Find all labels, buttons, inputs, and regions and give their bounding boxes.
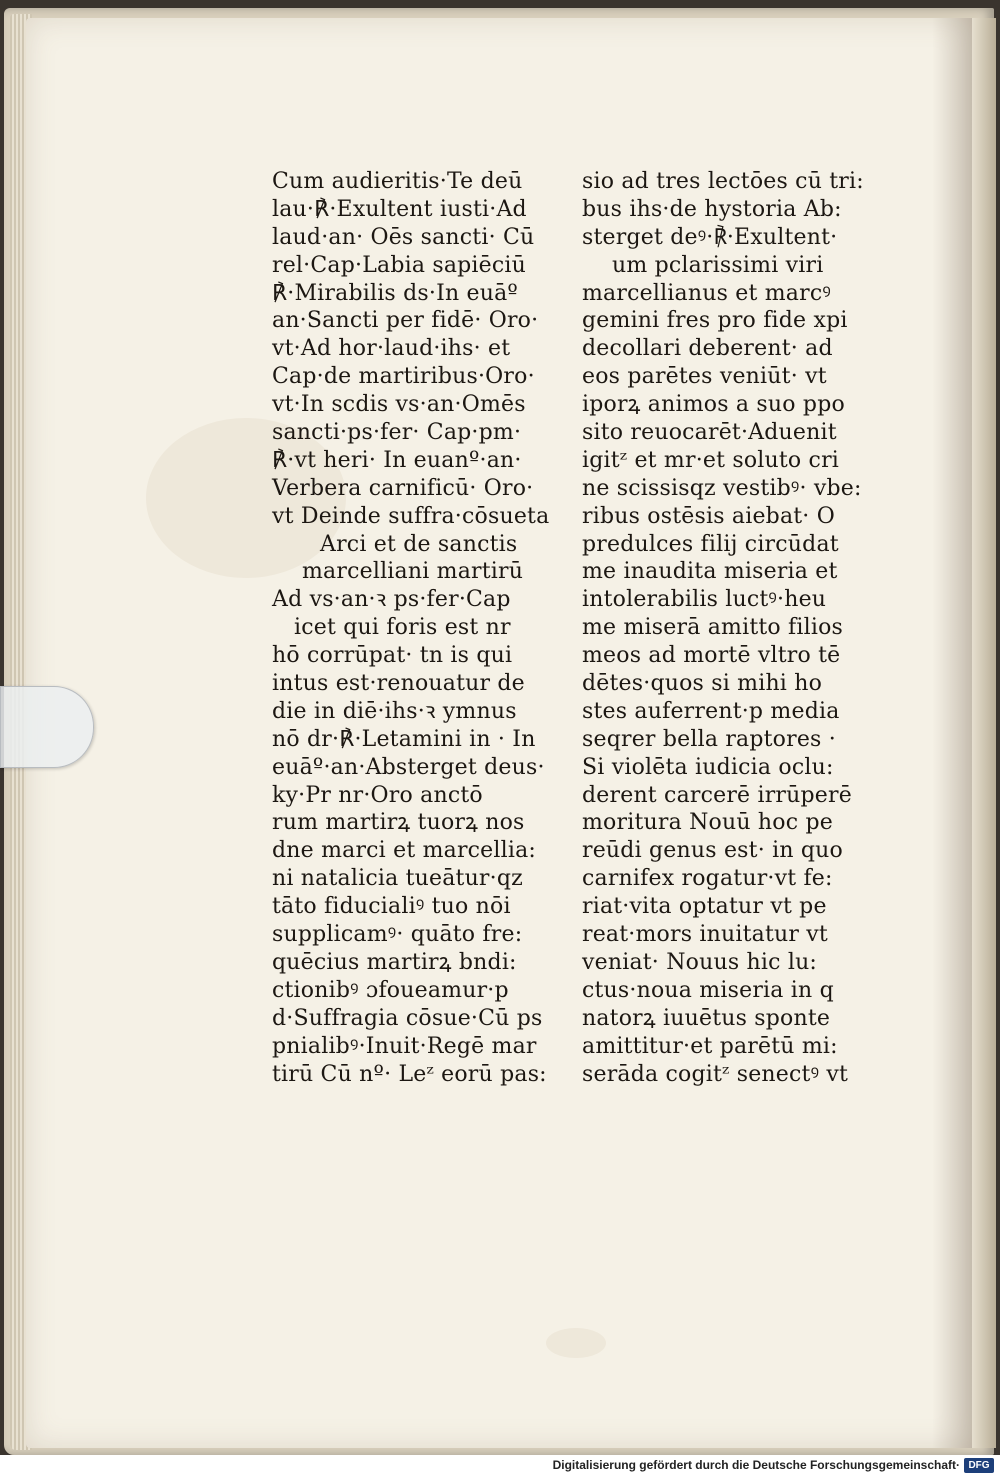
text-line: Ad vs·an·ꝛ ps·fer·Cap [272,587,511,613]
text-line: predulces filij circūdat [582,531,839,557]
text-line: tirū Cū nº· Leᶻ eorū pas: [272,1061,547,1087]
text-line: natorꝝ iuuētus sponte [582,1005,831,1031]
text-line: moritura Nouū hoc pe [582,810,833,836]
text-line: um pclarissimi viri [612,252,824,278]
text-line: gemini fres pro fide xpi [582,308,848,334]
text-line: icet qui foris est nr [294,615,511,641]
text-line: meos ad mortē vltro tē [582,643,841,669]
text-line: iporꝝ animos a suo ppo [582,392,845,418]
text-line: veniat· Nouus hic lu: [582,949,818,975]
text-line: ne scissisqz vestibꝰ· vbe: [582,475,862,501]
text-line: riat·vita optatur vt pe [582,894,827,920]
text-line: carnifex rogatur·vt fe: [582,866,833,892]
text-line: me miserā amitto filios [582,615,844,641]
text-line: sito reuocarēt·Aduenit [582,420,837,446]
book-spine-edge [972,18,996,1448]
text-line: bus ihs·de hystoria Ab: [582,196,842,222]
text-line: euāº·an·Absterget deus· [272,754,545,780]
text-line: supplicamꝰ· quāto fre: [272,922,523,948]
text-line: intolerabilis luctꝰ·heu [582,587,827,613]
text-line: vt·Ad hor·laud·ihs· et [272,336,511,362]
text-line: sterget deꝰ·℟·Exultent· [582,224,838,250]
text-line: laud·an· Oēs sancti· Cū [272,224,535,250]
text-line: ni natalicia tueātur·qz [272,866,523,892]
text-line: reūdi genus est· in quo [582,838,843,864]
text-line: dētes·quos si mihi ho [582,671,823,697]
text-line: d·Suffragia cōsue·Cū ps [272,1005,543,1031]
text-line: me inaudita miseria et [582,559,838,585]
text-line: rel·Cap·Labia sapiēciū [272,252,527,278]
text-line: derent carcerē irrūperē [582,782,852,808]
text-line: reat·mors inuitatur vt [582,922,828,948]
text-line: sancti·ps·fer· Cap·pm· [272,420,522,446]
text-line: vt Deinde suffra·cōsueta [272,503,550,529]
text-line: lau·℟·Exultent iusti·Ad [272,196,527,222]
text-line: ribus ostēsis aiebat· O [582,503,835,529]
text-line: Cum audieritis·Te deū [272,169,523,194]
text-line: ℟·Mirabilis ds·In euāº [272,280,518,306]
text-line: marcellianus et marcꝰ [582,280,831,306]
text-line: rum martirꝝ tuorꝝ nos [272,810,525,836]
text-line: vt·In scdis vs·an·Omēs [272,392,526,418]
text-line: Arci et de sanctis [320,531,518,557]
text-line: quēcius martirꝝ bndi: [272,949,517,975]
text-line: die in diē·ihs·ꝛ ymnus [272,698,517,724]
text-line: intus est·renouatur de [272,671,525,697]
text-line: ky·Pr nr·Oro anctō [272,782,483,808]
paper-stain [546,1328,606,1358]
footer-bar [0,1455,1000,1477]
text-line: nō dr·℟·Letamini in · In [272,726,536,752]
text-line: amittitur·et parētū mi: [582,1033,838,1059]
text-line: tāto fiducialiꝰ tuo nōi [272,894,511,920]
bookmark-clip [0,686,94,768]
text-line: ctionibꝰ ɔfoueamur·p [272,977,509,1003]
text-line: stes auferrent·p media [582,698,840,724]
text-column-right [582,168,882,1088]
gutter-shadow [932,18,972,1448]
text-line: marcelliani martirū [302,559,524,585]
text-line: seqrer bella raptores · [582,726,836,752]
text-line: Si violēta iudicia oclu: [582,754,834,780]
text-line: Cap·de martiribus·Oro· [272,364,535,390]
text-line: sio ad tres lectōes cū tri: [582,169,864,194]
text-line: pnialibꝰ·Inuit·Regē mar [272,1033,537,1059]
text-line: an·Sancti per fidē· Oro· [272,308,539,334]
text-line: eos parētes veniūt· vt [582,364,827,390]
funding-credit: Digitalisierung gefördert durch die Deutsche Forschungsgemeinschaft· [552,1458,960,1472]
text-line: igitᶻ et mr·et soluto cri [582,447,840,473]
text-line: dne marci et marcellia: [272,838,537,864]
text-line: Verbera carnificū· Oro· [272,475,534,501]
text-line: decollari deberent· ad [582,336,833,362]
text-line: hō corrūpat· tn is qui [272,643,513,669]
text-line: ℟·vt heri· In euanº·an· [272,447,522,473]
dfg-logo: DFG [964,1458,994,1473]
text-column-left [272,168,572,1088]
text-line: ctus·noua miseria in q [582,977,834,1003]
text-line: serāda cogitᶻ senectꝰ vt [582,1061,849,1087]
